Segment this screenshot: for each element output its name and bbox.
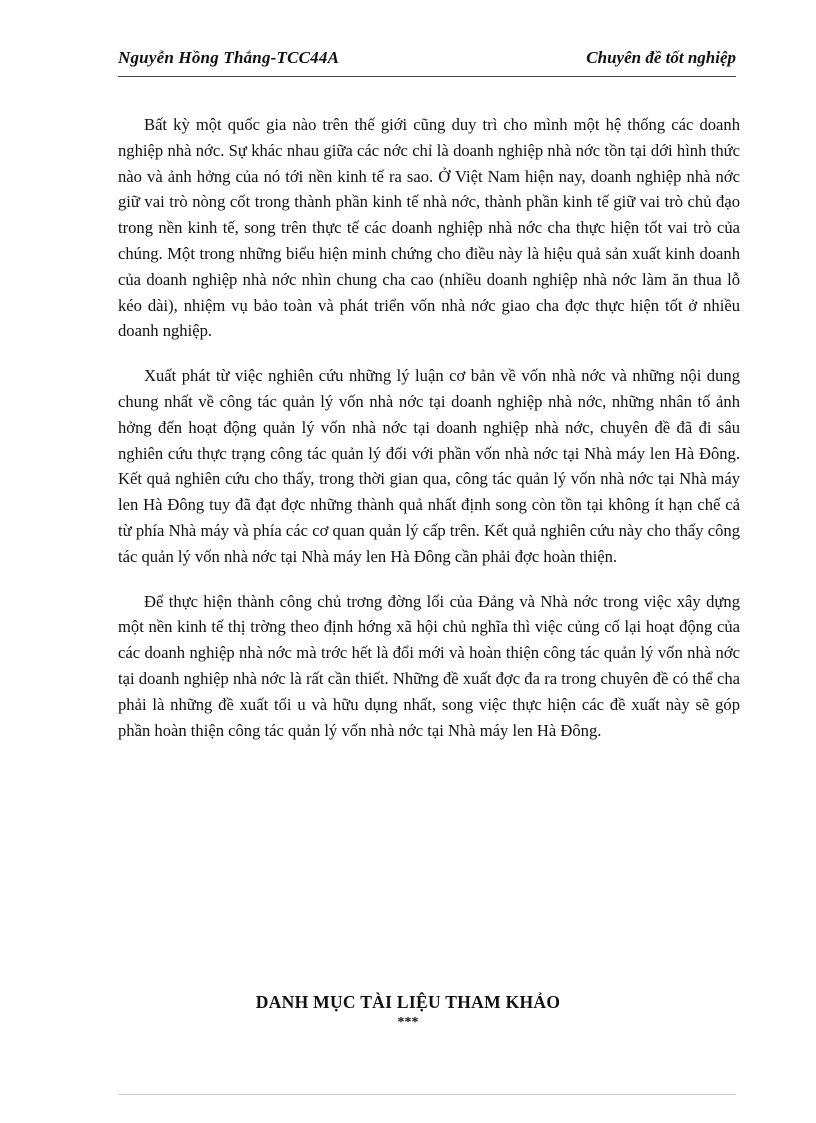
header-divider: [118, 76, 736, 77]
paragraph-2: Xuất phát từ việc nghiên cứu những lý luận cơ bản về vốn nhà nớc và những nội dung chung nhất về công tác quản lý vốn nhà nớc tại doanh nghiệp nhà nớc, những nhân tố ảnh hởng đến hoạt động quản lý vốn nhà nớc tại doanh nghiệp nhà nớc, chuyên đề đã đi sâu nghiên cứu thực trạng công tác quản lý đối với phần vốn nhà nớc tại Nhà máy len Hà Đông. Kết quả nghiên cứu cho thấy, trong thời gian qua, công tác quản lý vốn nhà nớc tại Nhà máy len Hà Đông tuy đã đạt đợc những thành quả nhất định song còn tồn tại không ít hạn chế cả từ phía Nhà máy và phía các cơ quan quản lý cấp trên. Kết quả nghiên cứu này cho thấy công tác quản lý vốn nhà nớc tại Nhà máy len Hà Đông cần phải đợc hoàn thiện.: [118, 366, 740, 566]
paragraph-3: Để thực hiện thành công chủ trơng đờng lối của Đảng và Nhà nớc trong việc xây dựng một nền kinh tế thị trờng theo định hớng xã hội chủ nghĩa thì việc củng cố lại hoạt động của các doanh nghiệp nhà nớc mà trớc hết là đổi mới và hoàn thiện công tác quản lý vốn nhà nớc tại doanh nghiệp nhà nớc là rất cần thiết. Những đề xuất đợc đa ra trong chuyên đề có thể cha phải là những đề xuất tối u và hữu dụng nhất, song việc thực hiện các đề xuất này sẽ góp phần hoàn thiện công tác quản lý vốn nhà nớc tại Nhà máy len Hà Đông.: [118, 591, 740, 740]
header-author: Nguyễn Hồng Thắng-TCC44A: [118, 48, 340, 67]
footer-divider: [118, 1094, 736, 1095]
body-text: [118, 112, 740, 762]
paragraph-1: Bất kỳ một quốc gia nào trên thế giới cũng duy trì cho mình một hệ thống các doanh nghiệp nhà nớc. Sự khác nhau giữa các nớc chỉ là doanh nghiệp nhà nớc tồn tại dới hình thức nào và ảnh hởng của nó tới nền kinh tế ra sao. Ở Việt Nam hiện nay, doanh nghiệp nhà nớc giữ vai trò nòng cốt trong thành phần kinh tế nhà nớc, thành phần kinh tế giữ vai trò chủ đạo trong nền kinh tế, song trên thực tế các doanh nghiệp nhà nớc cha thực hiện tốt vai trò của chúng. Một trong những biểu hiện minh chứng cho điều này là hiệu quả sản xuất kinh doanh của doanh nghiệp nhà nớc nhìn chung cha cao (nhiều doanh nghiệp nhà nớc làm ăn thua lỗ kéo dài), nhiệm vụ bảo toàn và phát triển vốn nhà nớc giao cha đợc thực hiện tốt ở nhiều doanh nghiệp.: [118, 115, 740, 341]
header-doc-type: Chuyên đề tốt nghiệp: [586, 48, 736, 67]
references-section: [0, 992, 816, 1031]
references-title: DANH MỤC TÀI LIỆU THAM KHẢO: [255, 992, 561, 1012]
page-header: [118, 48, 736, 82]
references-ornament: ***: [397, 1015, 419, 1030]
